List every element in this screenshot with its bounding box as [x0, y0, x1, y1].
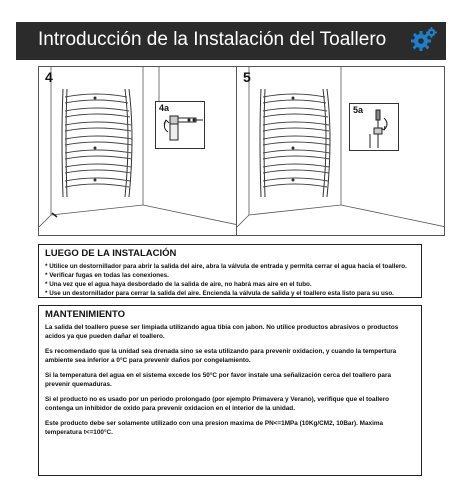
step-5-illustration [236, 66, 445, 236]
step-4a-detail [155, 101, 205, 149]
valve-screwdriver-icon [156, 102, 206, 150]
step-number: 4 [45, 69, 53, 85]
screwdriver-valve-icon [350, 104, 400, 152]
inset-label: 4a [159, 103, 170, 113]
towel-rail-drawing [39, 67, 247, 236]
list-item: * Use un destornillador para cerrar la salida del aire. Encienda la válvula de salida y el toallero esta listo para su uso. [45, 290, 394, 297]
maintenance-section [38, 305, 422, 476]
list-item: * Utilice un destornillador para abrir la salida del aire, abra la válvula de entrada y permita cerrar el agua hacia el toallero. [45, 263, 407, 270]
section-title: MANTENIMIENTO [45, 309, 126, 320]
paragraph: La salida del toallero puese ser limpiada utilizando agua tibia con jabon. No utilice productos abrasivos o productos acidos ya que pueden dañar el toallero. [45, 324, 399, 340]
list-item: * Verificar fugas en todas las conexiones. [45, 272, 169, 279]
inset-label: 5a [353, 105, 364, 115]
page-title: Introducción de la Instalación del Toallero [38, 29, 387, 50]
paragraph: Si la temperatura del agua en el sistema excede los 50°C por favor instale una señalización cerca del toallero para prevenir quemaduras. [45, 372, 392, 388]
paragraph: Es recomendado que la unidad sea drenada sino se esta utilizando para prevenir oxidacion, y cuando la tempertura ambiente sea inferior a 0°C para prevenir daños por congelamiento. [45, 348, 397, 364]
after-installation-section [38, 244, 422, 298]
header-banner [16, 22, 446, 60]
step-4-illustration [38, 66, 247, 236]
list-item: * Una vez que el agua haya desbordado de la salida de aire, no habrá mas aire en el tubo. [45, 281, 312, 288]
step-number: 5 [243, 69, 251, 85]
towel-rail-drawing [237, 67, 445, 236]
step-5a-detail [349, 103, 399, 151]
section-title: LUEGO DE LA INSTALACIÓN [45, 248, 177, 259]
gears-icon [410, 26, 438, 54]
paragraph: Si el producto no es usado por un periodo prolongado (por ejemplo Primavera y Verano), verifique que el toallero contenga un inhibidor de oxido para prevenir oxidacion en el interior de la unidad. [45, 396, 390, 412]
paragraph: Este producto debe ser solamente utilizado con una presion maxima de PN<=1MPa (10Kg/CM2, 10Bar). Maxima temperatura t<=100°C. [45, 420, 384, 436]
